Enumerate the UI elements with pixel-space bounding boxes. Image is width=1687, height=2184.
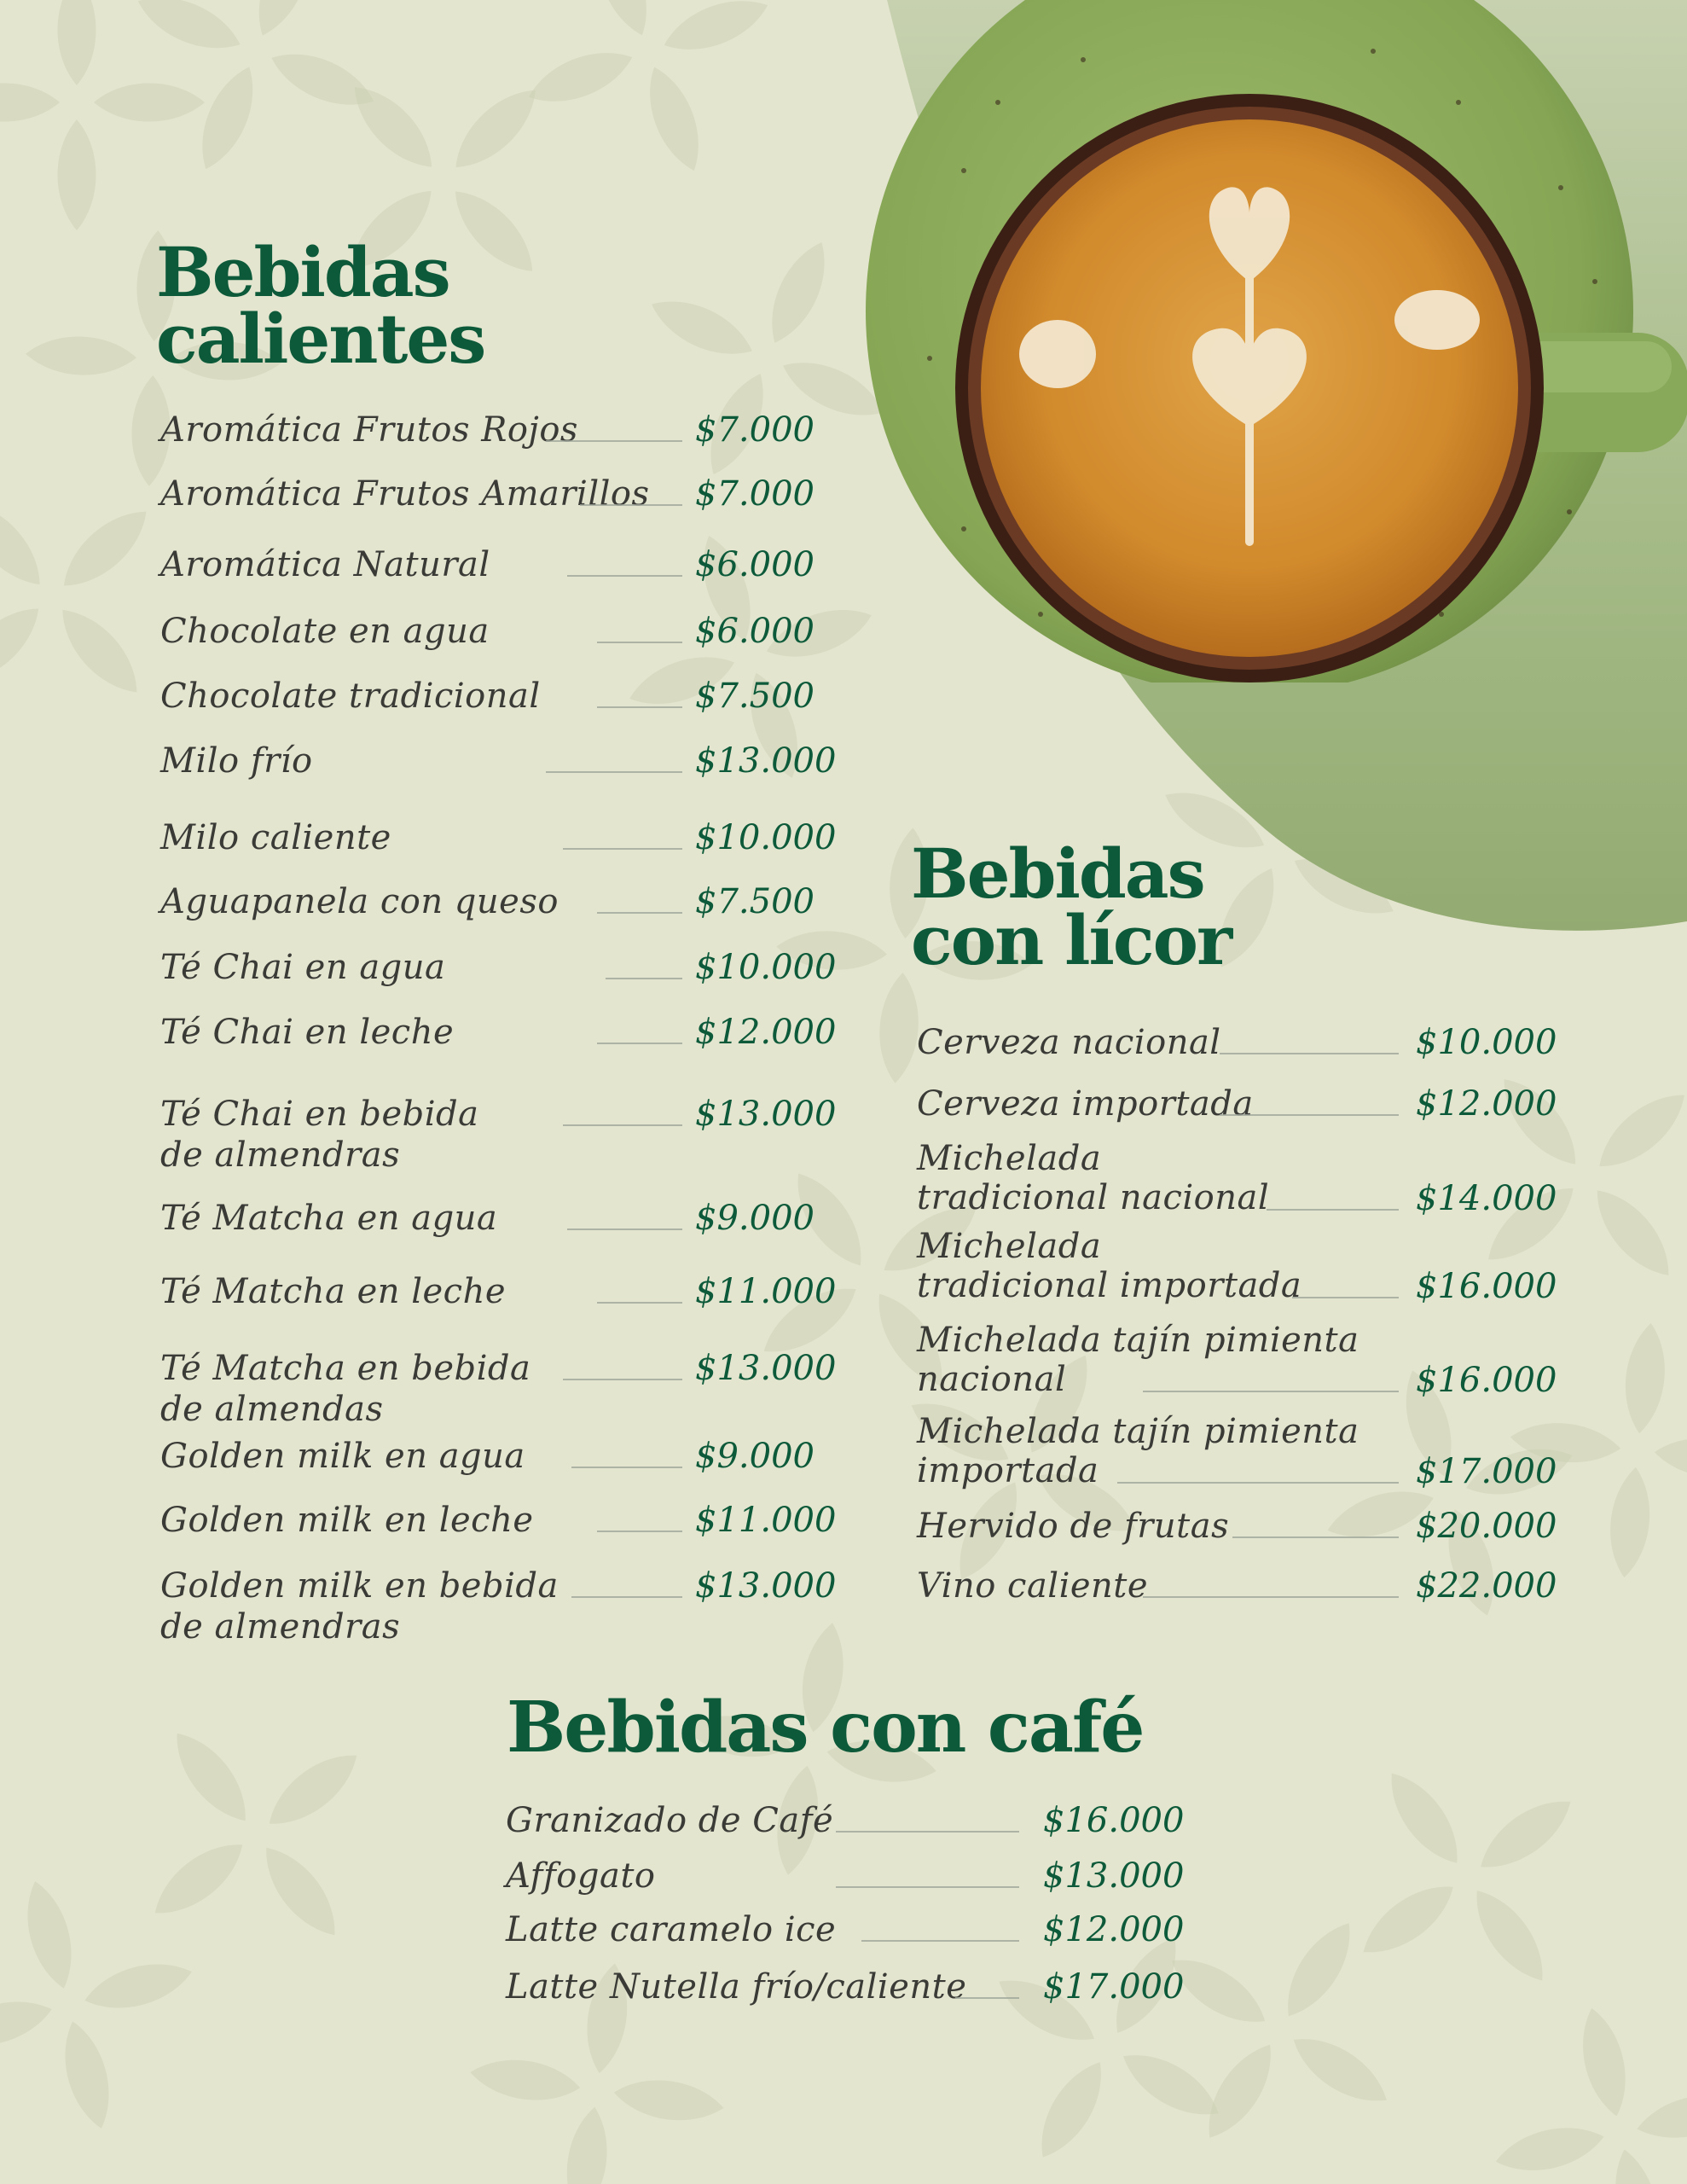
section-title-coffee-drinks: Bebidas con café xyxy=(507,1687,1144,1769)
menu-item-name: Milo frío xyxy=(160,741,313,781)
menu-item-name: Latte Nutella frío/caliente xyxy=(506,1967,967,2007)
leader-line xyxy=(571,1596,682,1598)
menu-item-price: $13.000 xyxy=(1043,1856,1185,1896)
menu-item-price: $16.000 xyxy=(1416,1361,1557,1400)
menu-item-price: $13.000 xyxy=(695,1095,837,1134)
leader-line xyxy=(861,1940,1019,1942)
leader-line xyxy=(606,978,682,979)
leader-line xyxy=(597,1043,682,1044)
leader-line xyxy=(836,1831,1019,1833)
menu-item-price: $7.500 xyxy=(695,677,815,716)
menu-item-price: $10.000 xyxy=(695,818,837,857)
leader-line xyxy=(1117,1482,1399,1484)
menu-item-price: $7.000 xyxy=(695,474,815,514)
leader-line xyxy=(563,1124,682,1126)
menu-item-price: $13.000 xyxy=(695,1349,837,1388)
leader-line xyxy=(567,575,682,577)
leader-line xyxy=(1232,1536,1399,1538)
menu-item-name: Michelada tajín pimienta importada xyxy=(917,1412,1359,1490)
menu-item-name: Golden milk en bebida de almendras xyxy=(160,1566,559,1647)
menu-item-price: $11.000 xyxy=(695,1501,837,1540)
leader-line xyxy=(1220,1053,1399,1054)
leader-line xyxy=(597,1302,682,1304)
leader-line xyxy=(567,1228,682,1230)
leader-line xyxy=(571,1467,682,1468)
menu-item-price: $12.000 xyxy=(695,1013,837,1052)
leader-line xyxy=(597,1531,682,1532)
menu-item-price: $11.000 xyxy=(695,1272,837,1311)
leader-line xyxy=(580,504,682,506)
leader-line xyxy=(563,1379,682,1380)
menu-item-name: Té Chai en agua xyxy=(160,948,446,987)
menu-item-name: Aromática Frutos Amarillos xyxy=(160,474,650,514)
leader-line xyxy=(1220,1114,1399,1116)
menu-item-price: $16.000 xyxy=(1043,1801,1185,1840)
menu-item-name: Hervido de frutas xyxy=(917,1507,1230,1546)
menu-item-name: Aguapanela con queso xyxy=(160,882,559,921)
leader-line xyxy=(836,1886,1019,1888)
menu-item-name: Aromática Frutos Rojos xyxy=(160,410,578,450)
menu-item-price: $6.000 xyxy=(695,545,815,584)
menu-item-price: $16.000 xyxy=(1416,1267,1557,1306)
leader-line xyxy=(955,1997,1019,1999)
menu-item-price: $12.000 xyxy=(1416,1084,1557,1124)
menu-item-name: Té Chai en bebida de almendras xyxy=(160,1095,479,1175)
menu-item-price: $17.000 xyxy=(1416,1452,1557,1491)
menu-item-price: $22.000 xyxy=(1416,1566,1557,1606)
leader-line xyxy=(546,440,682,442)
leader-line xyxy=(597,642,682,643)
menu-item-name: Cerveza nacional xyxy=(917,1023,1221,1062)
menu-item-name: Latte caramelo ice xyxy=(506,1910,837,1949)
menu-item-name: Té Matcha en leche xyxy=(160,1272,507,1311)
leader-line xyxy=(563,848,682,850)
menu-item-price: $9.000 xyxy=(695,1199,815,1238)
menu-item-name: Chocolate en agua xyxy=(160,612,490,651)
leader-line xyxy=(1143,1596,1399,1598)
menu-item-price: $10.000 xyxy=(695,948,837,987)
menu-item-price: $12.000 xyxy=(1043,1910,1185,1949)
menu-item-price: $7.000 xyxy=(695,410,815,450)
menu-item-name: Michelada tajín pimienta nacional xyxy=(917,1321,1359,1399)
menu-item-name: Milo caliente xyxy=(160,818,391,857)
leader-line xyxy=(1143,1391,1399,1392)
menu-item-name: Michelada tradicional nacional xyxy=(917,1139,1270,1217)
menu-item-name: Golden milk en agua xyxy=(160,1437,525,1476)
menu-item-name: Cerveza importada xyxy=(917,1084,1254,1124)
menu-item-name: Té Matcha en bebida de almendas xyxy=(160,1349,531,1429)
menu-item-price: $20.000 xyxy=(1416,1507,1557,1546)
section-title-liquor-drinks: Bebidas con lícor xyxy=(911,834,1232,981)
menu-item-price: $14.000 xyxy=(1416,1179,1557,1218)
menu-item-price: $6.000 xyxy=(695,612,815,651)
menu-item-price: $7.500 xyxy=(695,882,815,921)
leader-line xyxy=(1292,1297,1399,1298)
leader-line xyxy=(597,912,682,914)
leader-line xyxy=(546,771,682,773)
menu-item-name: Granizado de Café xyxy=(506,1801,834,1840)
leader-line xyxy=(597,706,682,708)
menu-item-name: Aromática Natural xyxy=(160,545,490,584)
menu-item-name: Chocolate tradicional xyxy=(160,677,541,716)
menu-item-price: $9.000 xyxy=(695,1437,815,1476)
menu-item-price: $13.000 xyxy=(695,741,837,781)
menu-item-name: Té Matcha en agua xyxy=(160,1199,498,1238)
menu-item-name: Michelada tradicional importada xyxy=(917,1227,1302,1305)
menu-item-price: $13.000 xyxy=(695,1566,837,1606)
menu-item-name: Affogato xyxy=(506,1856,656,1896)
menu-item-price: $17.000 xyxy=(1043,1967,1185,2007)
leader-line xyxy=(1267,1209,1399,1211)
menu-item-name: Vino caliente xyxy=(917,1566,1149,1606)
menu-item-name: Té Chai en leche xyxy=(160,1013,455,1052)
menu-item-price: $10.000 xyxy=(1416,1023,1557,1062)
latte-art-coffee-cup xyxy=(861,0,1687,682)
menu-item-name: Golden milk en leche xyxy=(160,1501,534,1540)
section-title-hot-drinks: Bebidas calientes xyxy=(156,232,485,380)
